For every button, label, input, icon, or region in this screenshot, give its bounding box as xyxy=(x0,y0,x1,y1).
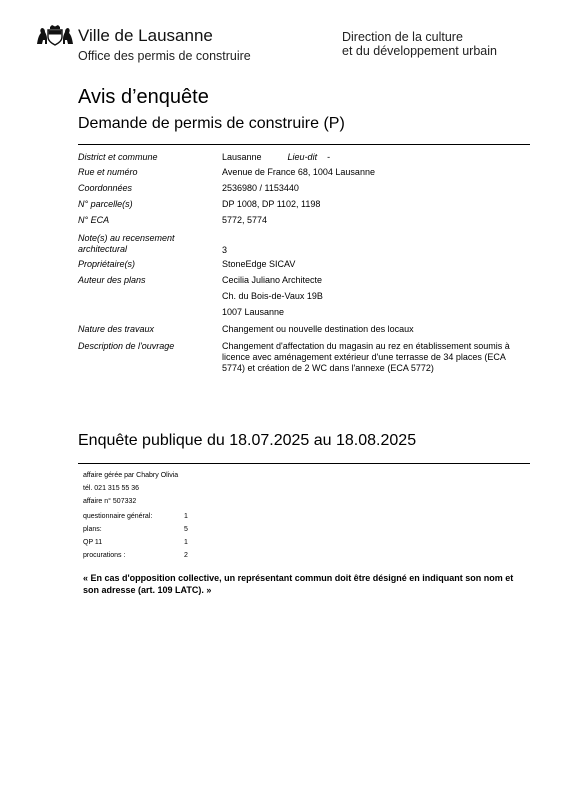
direction-line-1: Direction de la culture xyxy=(342,30,463,44)
info-value xyxy=(222,275,530,318)
stat-row xyxy=(83,513,188,526)
stat-row xyxy=(83,539,188,552)
info-label: N° ECA xyxy=(78,215,110,225)
info-row-street xyxy=(78,167,530,178)
document-counts xyxy=(83,513,188,565)
page-subtitle: Demande de permis de construire (P) xyxy=(78,115,345,132)
info-label: Note(s) au recensement architectural xyxy=(78,233,175,254)
opposition-notice: « En cas d'opposition collective, un représentant commun doit être désigné en indiquant son nom et son adresse (art. 109 LATC). » xyxy=(83,573,514,595)
info-value-line: Cecilia Juliano Architecte xyxy=(222,275,323,285)
info-row-nature xyxy=(78,324,530,335)
info-value: Changement d'affectation du magasin au rez en établissement soumis à licence avec aménagement extérieur d'une terrasse de 34 places (ECA 5774) et création de 2 WC dans l'annexe (ECA 5772) xyxy=(222,341,510,373)
info-row-description xyxy=(78,341,530,374)
stat-value: 2 xyxy=(184,552,188,559)
managed-by: affaire gérée par Chabry Olivia xyxy=(83,472,179,479)
divider xyxy=(78,144,530,145)
info-value: 5772, 5774 xyxy=(222,215,268,225)
case-number: affaire n° 507332 xyxy=(83,498,137,505)
office-name: Office des permis de construire xyxy=(78,49,251,63)
info-value-line: 1007 Lausanne xyxy=(222,307,285,317)
lieu-dit-label: Lieu-dit xyxy=(287,152,318,162)
info-value: 3 xyxy=(222,245,228,255)
stat-row xyxy=(83,526,188,539)
stat-label: questionnaire général: xyxy=(83,513,153,520)
stat-label: procurations : xyxy=(83,552,126,559)
case-meta xyxy=(83,472,178,511)
info-value-line: Ch. du Bois-de-Vaux 19B xyxy=(222,291,323,301)
info-row-recensement xyxy=(78,229,530,256)
info-value: StoneEdge SICAV xyxy=(222,259,296,269)
info-value: Avenue de France 68, 1004 Lausanne xyxy=(222,167,375,177)
phone: tél. 021 315 55 36 xyxy=(83,485,140,492)
info-label: Auteur des plans xyxy=(78,275,146,285)
info-row-eca xyxy=(78,215,530,226)
enquete-period: Enquête publique du 18.07.2025 au 18.08.2025 xyxy=(78,432,417,449)
page-title: Avis d’enquête xyxy=(78,86,209,108)
info-label: Nature des travaux xyxy=(78,324,155,334)
info-label: Propriétaire(s) xyxy=(78,259,136,269)
info-row-district xyxy=(78,152,530,163)
info-value: DP 1008, DP 1102, 1198 xyxy=(222,199,321,209)
stat-label: QP 11 xyxy=(83,539,103,546)
info-label: N° parcelle(s) xyxy=(78,199,133,209)
info-row-coordinates xyxy=(78,183,530,194)
divider xyxy=(78,463,530,464)
info-value xyxy=(222,152,530,163)
direction-line-2: et du développement urbain xyxy=(342,44,497,58)
stat-value: 5 xyxy=(184,526,188,533)
info-table xyxy=(78,152,530,374)
stat-label: plans: xyxy=(83,526,102,533)
stat-value: 1 xyxy=(184,513,188,520)
letterhead xyxy=(36,22,556,67)
info-row-owner xyxy=(78,259,530,270)
lieu-dit-value: - xyxy=(327,152,331,162)
info-label: Rue et numéro xyxy=(78,167,138,177)
info-label: Coordonnées xyxy=(78,183,133,193)
info-row-author xyxy=(78,275,530,318)
info-row-parcels xyxy=(78,199,530,210)
city-name: Ville de Lausanne xyxy=(78,26,213,45)
info-label: Description de l'ouvrage xyxy=(78,341,175,351)
info-value: 2536980 / 1153440 xyxy=(222,183,299,193)
lausanne-coat-of-arms-icon xyxy=(36,24,74,46)
info-value-text: Lausanne xyxy=(222,152,262,162)
info-label: District et commune xyxy=(78,152,158,162)
info-value: Changement ou nouvelle destination des locaux xyxy=(222,324,414,334)
direction-name xyxy=(342,30,497,58)
stat-value: 1 xyxy=(184,539,188,546)
stat-row xyxy=(83,552,188,565)
